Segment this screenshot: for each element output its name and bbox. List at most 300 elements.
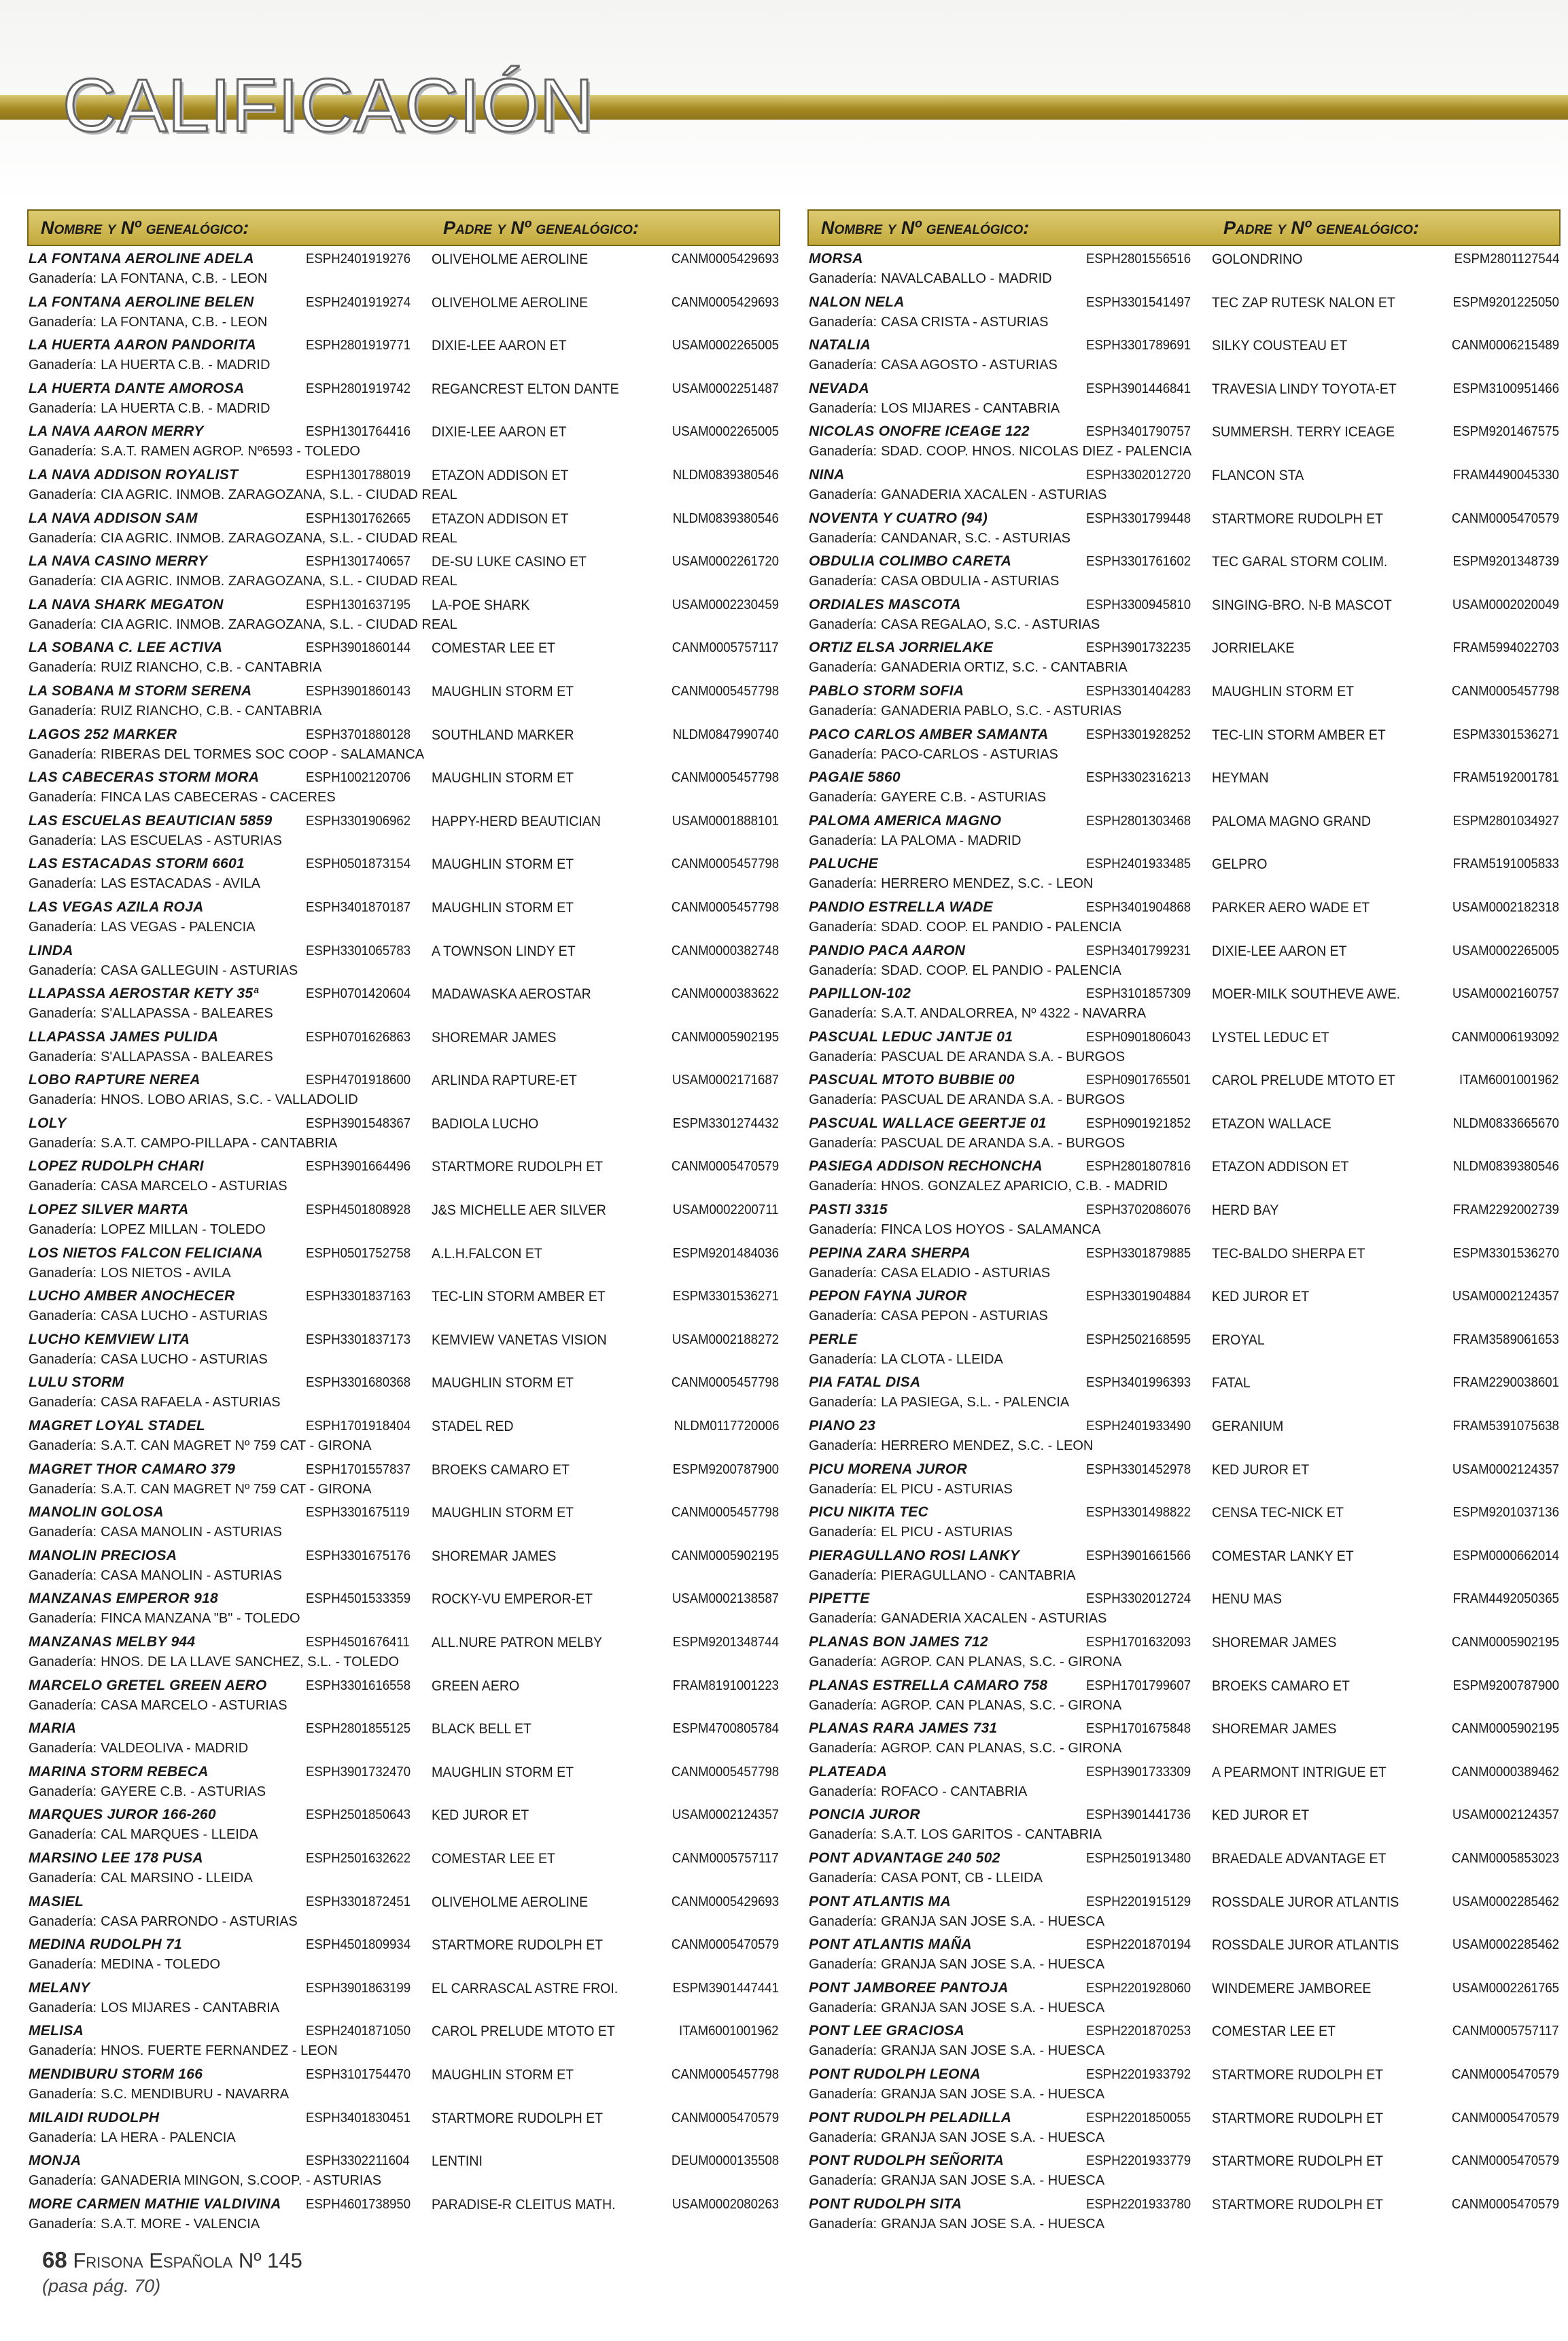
ganaderia-value: ROFACO - CANTABRIA [881, 1784, 1028, 1799]
sire-name: ROCKY-VU EMPEROR-ET [432, 1591, 593, 1608]
sire-registration: CANM0005902195 [1451, 1635, 1559, 1650]
animal-entry [807, 1286, 1561, 1330]
animal-name: MANOLIN GOLOSA [29, 1504, 164, 1521]
ganaderia-label: Ganadería: [29, 1351, 97, 1367]
sire-name: DE-SU LUKE CASINO ET [432, 554, 587, 570]
animal-entry [807, 421, 1561, 465]
sire-registration: FRAM5192001781 [1452, 770, 1559, 786]
sire-registration: ESPM3301536271 [1452, 727, 1559, 742]
ganaderia-value: S.A.T. CAMPO-PILLAPA - CANTABRIA [101, 1135, 338, 1151]
animal-registration: ESPH4501533359 [306, 1591, 411, 1607]
animal-entry [807, 1935, 1561, 1978]
sire-registration: USAM0002188272 [672, 1332, 779, 1347]
animal-registration: ESPH2401919276 [306, 252, 411, 266]
entry-main-line [27, 813, 780, 833]
entry-ganaderia-line [27, 2130, 780, 2151]
sire-name: KED JUROR ET [1212, 1289, 1310, 1305]
entry-ganaderia-line [807, 833, 1561, 854]
entry-ganaderia-line [27, 660, 780, 680]
ganaderia-value: FINCA LOS HOYOS - SALAMANCA [881, 1222, 1101, 1238]
entry-main-line [807, 1850, 1561, 1871]
sire-registration: FRAM8191001223 [672, 1678, 779, 1693]
sire-name: KEMVIEW VANETAS VISION [432, 1332, 607, 1348]
ganaderia-label: Ganadería: [809, 1135, 877, 1151]
animal-entry [27, 1027, 780, 1071]
animal-registration: ESPH3401799231 [1086, 943, 1191, 958]
animal-entry [27, 1330, 780, 1373]
sire-registration: USAM0002124357 [1452, 1289, 1559, 1304]
sire-name: SHOREMAR JAMES [432, 1548, 557, 1564]
animal-entry [807, 1589, 1561, 1632]
animal-entry [807, 1502, 1561, 1546]
ganaderia-value: CASA ELADIO - ASTURIAS [881, 1265, 1051, 1281]
animal-entry [27, 681, 780, 725]
entry-main-line [807, 813, 1561, 833]
entry-main-line [807, 1461, 1561, 1482]
ganaderia-label: Ganadería: [809, 1827, 877, 1843]
entry-main-line [807, 1548, 1561, 1568]
sire-name: WINDEMERE JAMBOREE [1212, 1980, 1372, 1996]
entry-main-line [27, 2110, 780, 2130]
sire-name: BROEKS CAMARO ET [1212, 1678, 1350, 1694]
animal-registration: ESPH1301764416 [306, 424, 411, 440]
ganaderia-value: PASCUAL DE ARANDA S.A. - BURGOS [881, 1135, 1126, 1151]
entry-ganaderia-line [807, 2130, 1561, 2151]
sire-registration: ESPM9201037136 [1452, 1505, 1559, 1521]
sire-registration: FRAM5994022703 [1452, 640, 1559, 656]
sire-registration: ESPM2801034927 [1452, 813, 1559, 829]
ganaderia-label: Ganadería: [29, 1049, 97, 1064]
animal-entry [807, 551, 1561, 595]
animal-name: LA NAVA CASINO MERRY [29, 553, 208, 570]
page-footer [42, 2247, 518, 2297]
sire-registration: CANM0005470579 [671, 1159, 779, 1175]
ganaderia-value: CASA MARCELO - ASTURIAS [101, 1179, 288, 1194]
entry-ganaderia-line [807, 315, 1561, 335]
sire-name: MAUGHLIN STORM ET [432, 1505, 574, 1521]
sire-name: OLIVEHOLME AEROLINE [432, 252, 589, 267]
animal-entry [807, 249, 1561, 292]
animal-registration: ESPH2201915129 [1086, 1894, 1191, 1909]
ganaderia-label: Ganadería: [29, 876, 97, 892]
ganaderia-label: Ganadería: [29, 963, 97, 978]
animal-registration: ESPH3901446841 [1086, 381, 1191, 396]
animal-registration: ESPH2801855125 [306, 1721, 411, 1737]
animal-registration: ESPH0701626863 [306, 1029, 411, 1045]
sire-name: CAROL PRELUDE MTOTO ET [1212, 1073, 1395, 1089]
animal-registration: ESPH3901441736 [1086, 1807, 1191, 1823]
animal-registration: ESPH2201933792 [1086, 2066, 1191, 2082]
sire-name: ETAZON ADDISON ET [432, 510, 569, 527]
animal-name: NINA [809, 466, 845, 483]
animal-name: PONT ADVANTAGE 240 502 [809, 1850, 1000, 1866]
animal-name: PICU NIKITA TEC [809, 1504, 928, 1521]
animal-registration: ESPH2401933490 [1086, 1419, 1191, 1434]
animal-name: LLAPASSA JAMES PULIDA [29, 1028, 219, 1045]
entry-main-line [807, 251, 1561, 271]
animal-entry [27, 1676, 780, 1719]
sire-registration: CANM0005470579 [1451, 510, 1559, 526]
ganaderia-label: Ganadería: [29, 1092, 97, 1108]
entry-main-line [807, 1894, 1561, 1914]
animal-name: PERLE [809, 1331, 858, 1347]
entry-main-line [27, 1807, 780, 1827]
entry-main-line [27, 1245, 780, 1266]
animal-name: NATALIA [809, 337, 871, 353]
animal-name: PIANO 23 [809, 1418, 876, 1434]
ganaderia-value: CASA REGALAO, S.C. - ASTURIAS [881, 617, 1100, 632]
sire-registration: ESPM3301274432 [672, 1115, 779, 1131]
sire-registration: ITAM6001001962 [679, 2024, 779, 2039]
entry-main-line [807, 1980, 1561, 2000]
sire-registration: ESPM9201484036 [672, 1245, 779, 1261]
animal-name: MANOLIN PRECIOSA [29, 1547, 177, 1563]
entry-main-line [27, 553, 780, 574]
sire-name: TEC-LIN STORM AMBER ET [1212, 727, 1386, 743]
animal-registration: ESPH0901765501 [1086, 1073, 1191, 1088]
sire-registration: USAM0002261720 [672, 554, 779, 570]
animal-entry [807, 1372, 1561, 1416]
sire-registration: USAM0002160757 [1452, 986, 1559, 1002]
animal-entry [807, 1632, 1561, 1676]
animal-entry [27, 595, 780, 638]
entry-ganaderia-line [27, 704, 780, 724]
ganaderia-label: Ganadería: [29, 1957, 97, 1973]
sire-registration: USAM0002230459 [672, 597, 779, 612]
animal-entry [27, 1286, 780, 1330]
ganaderia-value: LA FONTANA, C.B. - LEON [101, 314, 268, 330]
ganaderia-label: Ganadería: [29, 530, 97, 546]
entry-ganaderia-line [27, 2217, 780, 2237]
entry-ganaderia-line [27, 790, 780, 810]
sire-name: REGANCREST ELTON DANTE [432, 381, 619, 397]
entry-main-line [27, 1202, 780, 1222]
ganaderia-label: Ganadería: [29, 1654, 97, 1669]
entry-main-line [807, 510, 1561, 531]
sire-name: KED JUROR ET [1212, 1807, 1310, 1824]
sire-registration: ESPM9200787900 [672, 1461, 779, 1477]
ganaderia-value: CIA AGRIC. INMOB. ZARAGOZANA, S.L. - CIUDAD REAL [101, 530, 457, 546]
sire-name: J&S MICHELLE AER SILVER [432, 1202, 606, 1219]
entry-main-line [27, 1115, 780, 1136]
sire-name: ETAZON WALLACE [1212, 1115, 1331, 1132]
ganaderia-value: HNOS. FUERTE FERNANDEZ - LEON [101, 2043, 338, 2059]
ganaderia-value: GAYERE C.B. - ASTURIAS [101, 1784, 266, 1799]
animal-name: LA FONTANA AEROLINE ADELA [29, 251, 254, 266]
ganaderia-label: Ganadería: [809, 1481, 877, 1497]
sire-registration: CANM0005457798 [671, 1764, 779, 1780]
entry-ganaderia-line [807, 1136, 1561, 1156]
entry-main-line [807, 467, 1561, 487]
entry-main-line [807, 1418, 1561, 1438]
ganaderia-value: EL PICU - ASTURIAS [881, 1525, 1013, 1540]
sire-registration: CANM0005429693 [671, 1894, 779, 1909]
ganaderia-label: Ganadería: [809, 1395, 877, 1410]
ganaderia-label: Ganadería: [29, 1222, 97, 1238]
animal-entry [27, 2064, 780, 2108]
animal-entry [27, 1113, 780, 1157]
sire-name: TEC-LIN STORM AMBER ET [432, 1289, 606, 1305]
ganaderia-label: Ganadería: [809, 1741, 877, 1756]
entry-ganaderia-line [807, 790, 1561, 810]
animal-entry [807, 2021, 1561, 2064]
ganaderia-value: GRANJA SAN JOSE S.A. - HUESCA [881, 2086, 1105, 2102]
entry-main-line [27, 467, 780, 487]
ganaderia-value: CASA LUCHO - ASTURIAS [101, 1351, 268, 1367]
ganaderia-value: PASCUAL DE ARANDA S.A. - BURGOS [881, 1049, 1126, 1064]
ganaderia-value: CASA MANOLIN - ASTURIAS [101, 1567, 282, 1583]
animal-name: PASCUAL LEDUC JANTJE 01 [809, 1028, 1013, 1045]
entry-main-line [27, 1158, 780, 1179]
animal-registration: ESPH2501850643 [306, 1807, 411, 1823]
ganaderia-label: Ganadería: [809, 1006, 877, 1022]
sire-name: STARTMORE RUDOLPH ET [1212, 2196, 1384, 2213]
animal-registration: ESPH3901860144 [306, 640, 411, 656]
animal-registration: ESPH3901732235 [1086, 640, 1191, 656]
ganaderia-label: Ganadería: [29, 1006, 97, 1022]
animal-registration: ESPH3401830451 [306, 2110, 411, 2126]
ganaderia-value: S.A.T. RAMEN AGROP. Nº6593 - TOLEDO [101, 444, 360, 459]
animal-name: MAGRET THOR CAMARO 379 [29, 1461, 236, 1477]
entry-ganaderia-line [807, 1092, 1561, 1113]
sire-name: TEC GARAL STORM COLIM. [1212, 554, 1388, 570]
sire-registration: CANM0005757117 [672, 1850, 779, 1866]
ganaderia-value: LA HUERTA C.B. - MADRID [101, 358, 271, 373]
ganaderia-value: CIA AGRIC. INMOB. ZARAGOZANA, S.L. - CIUDAD REAL [101, 617, 457, 632]
entry-main-line [807, 2153, 1561, 2173]
right-column [807, 209, 1561, 2240]
entry-main-line [27, 1504, 780, 1525]
sire-name: MAUGHLIN STORM ET [432, 1764, 574, 1780]
ganaderia-label: Ganadería: [29, 617, 97, 632]
entry-ganaderia-line [807, 1438, 1561, 1459]
entry-ganaderia-line [807, 1308, 1561, 1329]
entry-ganaderia-line [807, 1006, 1561, 1026]
ganaderia-value: GRANJA SAN JOSE S.A. - HUESCA [881, 2043, 1105, 2059]
sire-name: A.L.H.FALCON ET [432, 1245, 542, 1262]
animal-entry [27, 249, 780, 292]
animal-name: PANDIO ESTRELLA WADE [809, 899, 993, 915]
sire-name: STADEL RED [432, 1419, 514, 1435]
sire-name: SINGING-BRO. N-B MASCOT [1212, 597, 1392, 613]
ganaderia-value: HERRERO MENDEZ, S.C. - LEON [881, 876, 1094, 892]
animal-entry [27, 551, 780, 595]
ganaderia-label: Ganadería: [809, 1092, 877, 1108]
animal-name: LOLY [29, 1115, 67, 1131]
sire-name: JORRIELAKE [1212, 640, 1295, 657]
animal-entry [807, 1762, 1561, 1805]
ganaderia-label: Ganadería: [809, 400, 877, 416]
animal-entry [807, 1070, 1561, 1113]
entry-main-line [807, 856, 1561, 876]
header-name-label: Nombre y Nº genealógico: [821, 218, 1030, 238]
ganaderia-value: CASA OBDULIA - ASTURIAS [881, 574, 1060, 589]
animal-entry [27, 1762, 780, 1805]
entry-ganaderia-line [27, 1092, 780, 1113]
entry-main-line [807, 1591, 1561, 1611]
ganaderia-value: GRANJA SAN JOSE S.A. - HUESCA [881, 2000, 1105, 2015]
sire-name: SHOREMAR JAMES [1212, 1721, 1337, 1737]
entry-ganaderia-line [27, 1698, 780, 1718]
entry-main-line [807, 1158, 1561, 1179]
ganaderia-label: Ganadería: [29, 1913, 97, 1929]
animal-entry [27, 1502, 780, 1546]
animal-name: PLANAS BON JAMES 712 [809, 1634, 988, 1650]
ganaderia-label: Ganadería: [29, 2216, 97, 2232]
animal-name: LA SOBANA C. LEE ACTIVA [29, 640, 223, 656]
sire-name: FATAL [1212, 1375, 1251, 1391]
ganaderia-value: CASA RAFAELA - ASTURIAS [101, 1395, 281, 1410]
animal-name: MARCELO GRETEL GREEN AERO [29, 1677, 267, 1693]
animal-name: LLAPASSA AEROSTAR KETY 35ª [29, 986, 259, 1002]
entry-ganaderia-line [807, 444, 1561, 464]
entry-main-line [27, 1850, 780, 1871]
ganaderia-value: SDAD. COOP. HNOS. NICOLAS DIEZ - PALENCIA [881, 444, 1192, 459]
ganaderia-label: Ganadería: [809, 2130, 877, 2145]
ganaderia-label: Ganadería: [809, 358, 877, 373]
entry-main-line [807, 727, 1561, 747]
sire-registration: CANM0005470579 [1451, 2153, 1559, 2169]
animal-registration: ESPH2501632622 [306, 1850, 411, 1866]
animal-name: LA NAVA ADDISON SAM [29, 510, 198, 526]
ganaderia-value: LAS ESTACADAS - AVILA [101, 876, 260, 892]
entry-main-line [27, 1332, 780, 1352]
animal-registration: ESPH3301789691 [1086, 338, 1191, 353]
ganaderia-label: Ganadería: [809, 1913, 877, 1929]
animal-name: MORE CARMEN MATHIE VALDIVINA [29, 2196, 281, 2212]
ganaderia-value: CASA AGOSTO - ASTURIAS [881, 358, 1058, 373]
sire-registration: ESPM9201467575 [1452, 424, 1559, 440]
ganaderia-label: Ganadería: [809, 1179, 877, 1194]
animal-registration: ESPH2801807816 [1086, 1159, 1191, 1175]
column-header [27, 209, 780, 246]
entry-ganaderia-line [807, 617, 1561, 638]
animal-name: PLANAS ESTRELLA CAMARO 758 [809, 1677, 1048, 1693]
sire-name: HENU MAS [1212, 1591, 1283, 1608]
animal-name: PONT ATLANTIS MAÑA [809, 1937, 972, 1953]
sire-registration: NLDM0839380546 [672, 467, 779, 483]
entry-main-line [27, 986, 780, 1006]
ganaderia-label: Ganadería: [29, 2043, 97, 2059]
entry-ganaderia-line [27, 1438, 780, 1459]
ganaderia-label: Ganadería: [29, 746, 97, 762]
animal-registration: ESPH2501913480 [1086, 1850, 1191, 1866]
ganaderia-label: Ganadería: [29, 1395, 97, 1410]
animal-registration: ESPH0701420604 [306, 986, 411, 1002]
ganaderia-value: GANADERIA ORTIZ, S.C. - CANTABRIA [881, 660, 1128, 676]
sire-name: KED JUROR ET [432, 1807, 529, 1824]
entry-ganaderia-line [27, 1222, 780, 1243]
animal-registration: ESPH3702086076 [1086, 1202, 1191, 1218]
animal-name: PICU MORENA JUROR [809, 1461, 968, 1477]
ganaderia-label: Ganadería: [29, 2173, 97, 2189]
ganaderia-label: Ganadería: [29, 1827, 97, 1843]
entry-ganaderia-line [807, 1352, 1561, 1372]
entry-main-line [27, 423, 780, 444]
ganaderia-label: Ganadería: [809, 660, 877, 676]
ganaderia-value: CASA LUCHO - ASTURIAS [101, 1308, 268, 1324]
animal-entry [27, 1200, 780, 1243]
sire-registration: CANM0005457798 [671, 856, 779, 872]
animal-entry [807, 1978, 1561, 2022]
sire-registration: CANM0005457798 [671, 1375, 779, 1391]
entry-main-line [27, 943, 780, 963]
ganaderia-value: GANADERIA XACALEN - ASTURIAS [881, 487, 1107, 502]
entry-ganaderia-line [27, 1611, 780, 1631]
ganaderia-value: LOS MIJARES - CANTABRIA [101, 2000, 280, 2015]
sire-registration: USAM0002265005 [1452, 943, 1559, 958]
animal-entry [807, 335, 1561, 379]
sire-name: ETAZON ADDISON ET [432, 467, 569, 483]
ganaderia-label: Ganadería: [809, 1567, 877, 1583]
ganaderia-label: Ganadería: [29, 1481, 97, 1497]
entry-ganaderia-line [807, 1050, 1561, 1070]
ganaderia-value: LA PASIEGA, S.L. - PALENCIA [881, 1395, 1070, 1410]
animal-registration: ESPH3301837173 [306, 1332, 411, 1347]
entry-list [807, 249, 1561, 2237]
entry-ganaderia-line [807, 1654, 1561, 1675]
entry-main-line [807, 640, 1561, 660]
sire-name: PARADISE-R CLEITUS MATH. [432, 2196, 616, 2213]
sire-registration: FRAM4490045330 [1452, 467, 1559, 483]
entry-ganaderia-line [807, 2043, 1561, 2064]
sire-registration: CANM0000382748 [671, 943, 779, 958]
animal-name: ORDIALES MASCOTA [809, 596, 961, 612]
sire-registration: ESPM9201348744 [672, 1635, 779, 1650]
ganaderia-value: S.A.T. MORE - VALENCIA [101, 2216, 260, 2232]
animal-entry [807, 2194, 1561, 2238]
ganaderia-value: AGROP. CAN PLANAS, S.C. - GIRONA [881, 1697, 1122, 1713]
ganaderia-label: Ganadería: [29, 790, 97, 805]
ganaderia-label: Ganadería: [809, 444, 877, 459]
sire-name: SOUTHLAND MARKER [432, 727, 574, 743]
animal-entry [807, 1243, 1561, 1287]
entry-main-line [27, 1029, 780, 1050]
animal-name: PABLO STORM SOFIA [809, 682, 964, 699]
sire-registration: NLDM0839380546 [672, 510, 779, 526]
sire-registration: ESPM9201225050 [1452, 294, 1559, 310]
entry-main-line [807, 2023, 1561, 2043]
ganaderia-value: LOS NIETOS - AVILA [101, 1265, 231, 1281]
entry-ganaderia-line [807, 1914, 1561, 1935]
sire-registration: USAM0002285462 [1452, 1894, 1559, 1909]
animal-name: PONT ATLANTIS MA [809, 1893, 951, 1909]
entry-ganaderia-line [807, 876, 1561, 897]
animal-registration: ESPH1301740657 [306, 554, 411, 570]
ganaderia-label: Ganadería: [809, 963, 877, 978]
ganaderia-label: Ganadería: [29, 2000, 97, 2015]
entry-main-line [27, 1894, 780, 1914]
entry-main-line [27, 510, 780, 531]
sire-registration: USAM0002080263 [672, 2196, 779, 2212]
entry-ganaderia-line [27, 876, 780, 897]
entry-main-line [807, 553, 1561, 574]
header-name-label: Nombre y Nº genealógico: [41, 218, 249, 238]
animal-name: PASIEGA ADDISON RECHONCHA [809, 1158, 1043, 1175]
sire-name: HERD BAY [1212, 1202, 1279, 1219]
entry-main-line [807, 423, 1561, 444]
ganaderia-label: Ganadería: [809, 2173, 877, 2189]
ganaderia-label: Ganadería: [29, 271, 97, 286]
entry-ganaderia-line [27, 1308, 780, 1329]
ganaderia-label: Ganadería: [29, 1179, 97, 1194]
ganaderia-value: VALDEOLIVA - MADRID [101, 1741, 249, 1756]
entry-main-line [27, 1418, 780, 1438]
entry-ganaderia-line [27, 1957, 780, 1977]
entry-ganaderia-line [27, 1395, 780, 1415]
sire-registration: CANM0005457798 [671, 899, 779, 915]
entry-ganaderia-line [807, 574, 1561, 594]
